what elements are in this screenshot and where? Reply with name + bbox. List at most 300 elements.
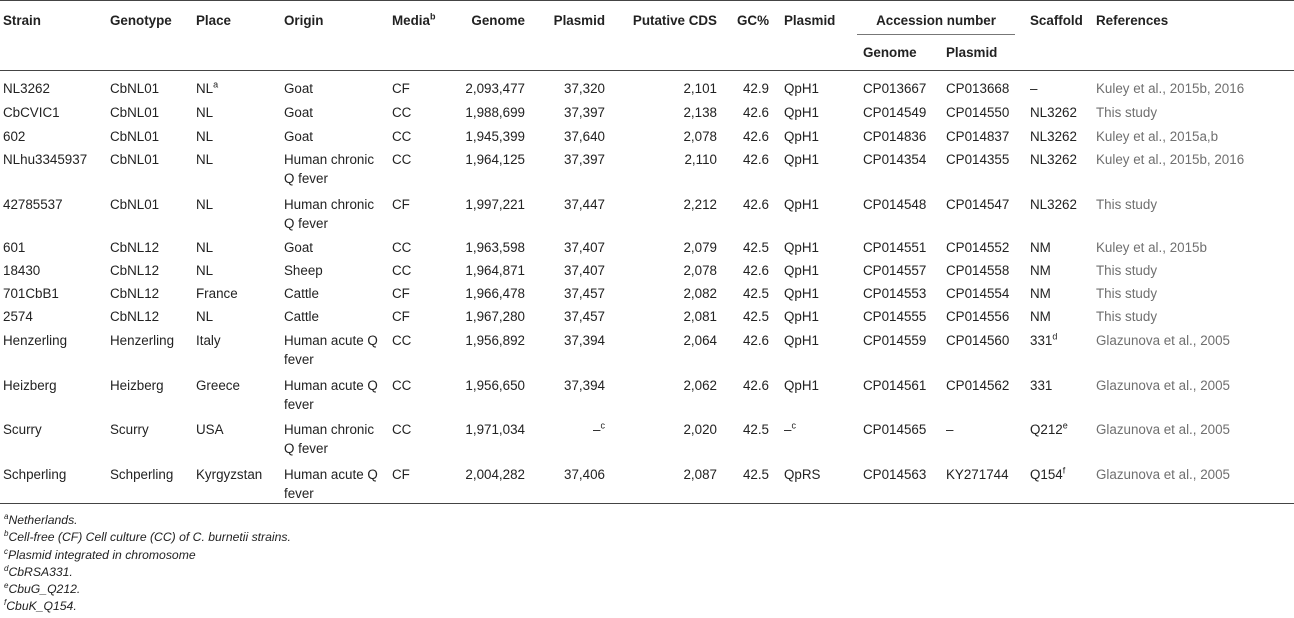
- cell-scaffold: [1027, 327, 1093, 369]
- cell-genotype-text: Heizberg: [110, 377, 164, 393]
- cell-origin: [281, 458, 389, 504]
- table-row: [0, 281, 1294, 304]
- cell-place: [193, 123, 281, 147]
- cell-origin: [281, 233, 389, 258]
- cell-accession-genome-text: CP014551: [863, 239, 927, 255]
- cell-genome-size: [453, 147, 537, 188]
- cell-strain: [0, 147, 107, 188]
- cell-strain: [0, 123, 107, 147]
- cell-plasmid-size: [537, 458, 617, 504]
- header-references: References: [1093, 1, 1294, 71]
- cell-origin-text: Human acute Q fever: [284, 377, 378, 412]
- header-accession-label: Accession number: [857, 11, 1015, 35]
- cell-gc-percent-text: 42.5: [742, 421, 769, 437]
- cell-accession-genome: [849, 123, 938, 147]
- cell-putative-cds-text: 2,138: [683, 104, 717, 120]
- footnote-letter: d: [4, 563, 9, 573]
- cell-scaffold-text: 331: [1030, 377, 1053, 393]
- cell-accession-genome-text: CP014553: [863, 285, 927, 301]
- header-genotype: Genotype: [107, 1, 193, 71]
- cell-gc-percent-text: 42.5: [742, 239, 769, 255]
- cell-place: [193, 281, 281, 304]
- cell-origin-text: Goat: [284, 81, 314, 96]
- footnote-text: CbRSA331.: [8, 564, 73, 579]
- cell-accession-genome: [849, 147, 938, 188]
- cell-place-text: NL: [196, 239, 214, 255]
- cell-media-text: CC: [392, 151, 412, 167]
- cell-media: [389, 233, 453, 258]
- header-accession-genome: Genome: [849, 37, 938, 71]
- cell-media-text: CF: [392, 81, 410, 96]
- cell-accession-genome-text: CP014549: [863, 104, 927, 120]
- cell-accession-plasmid: [938, 188, 1027, 233]
- cell-accession-genome: [849, 258, 938, 281]
- cell-references: [1093, 123, 1294, 147]
- cell-gc-percent: [729, 233, 781, 258]
- header-gc-percent: GC%: [729, 1, 781, 71]
- cell-genotype-text: CbNL01: [110, 81, 160, 96]
- cell-media: [389, 147, 453, 188]
- cell-plasmid-size: [537, 258, 617, 281]
- cell-place-text: Kyrgyzstan: [196, 466, 263, 482]
- table-row: [0, 71, 1294, 100]
- cell-origin-text: Cattle: [284, 308, 319, 324]
- cell-genome-size-text: 1,966,478: [465, 285, 525, 301]
- cell-plasmid-type-text: QpH1: [784, 332, 819, 348]
- cell-plasmid-type-text: QpH1: [784, 285, 819, 301]
- cell-place: [193, 414, 281, 458]
- cell-gc-percent-text: 42.6: [742, 262, 769, 278]
- cell-accession-plasmid-text: CP014552: [946, 239, 1010, 255]
- cell-putative-cds: [617, 304, 729, 327]
- cell-media-text: CF: [392, 196, 410, 212]
- cell-media: [389, 281, 453, 304]
- cell-gc-percent: [729, 369, 781, 414]
- cell-strain: [0, 458, 107, 504]
- cell-references-text: Glazunova et al., 2005: [1096, 466, 1230, 482]
- cell-accession-genome-text: CP014565: [863, 421, 927, 437]
- cell-genotype: [107, 369, 193, 414]
- cell-accession-plasmid-text: CP014562: [946, 377, 1010, 393]
- footnote-mark: a: [213, 79, 219, 90]
- cell-origin: [281, 123, 389, 147]
- cell-strain: [0, 233, 107, 258]
- cell-place-text: NL: [196, 81, 214, 96]
- cell-references-text: This study: [1096, 308, 1158, 324]
- cell-scaffold-text: NL3262: [1030, 128, 1077, 144]
- header-genome-size: Genome: [453, 1, 537, 71]
- cell-accession-plasmid: [938, 71, 1027, 100]
- cell-genotype-text: CbNL01: [110, 151, 160, 167]
- cell-origin-text: Human chronic Q fever: [284, 196, 375, 231]
- cell-scaffold: [1027, 100, 1093, 123]
- cell-accession-plasmid-text: CP013668: [946, 81, 1010, 96]
- table-row: [0, 458, 1294, 504]
- table-row: [0, 147, 1294, 188]
- footnote-letter: a: [4, 511, 9, 521]
- cell-accession-genome-text: CP014559: [863, 332, 927, 348]
- cell-accession-genome: [849, 304, 938, 327]
- cell-references: [1093, 188, 1294, 233]
- cell-genotype: [107, 258, 193, 281]
- cell-strain-text: Schperling: [3, 466, 67, 482]
- cell-gc-percent-text: 42.5: [742, 466, 769, 482]
- table-footnotes: [4, 512, 291, 616]
- cell-scaffold: [1027, 414, 1093, 458]
- cell-accession-genome-text: CP014557: [863, 262, 927, 278]
- cell-media: [389, 304, 453, 327]
- cell-scaffold: [1027, 369, 1093, 414]
- cell-genotype-text: Schperling: [110, 466, 174, 482]
- cell-plasmid-size-text: 37,397: [564, 104, 605, 120]
- cell-accession-genome: [849, 71, 938, 100]
- cell-place-text: Greece: [196, 377, 240, 393]
- cell-gc-percent: [729, 258, 781, 281]
- header-accession-number: [849, 1, 1027, 37]
- cell-origin: [281, 414, 389, 458]
- cell-strain-text: Scurry: [3, 421, 42, 437]
- cell-references: [1093, 281, 1294, 304]
- cell-media: [389, 188, 453, 233]
- cell-origin-text: Goat: [284, 104, 314, 120]
- footnote-text: CbuK_Q154.: [6, 599, 77, 614]
- cell-genotype-text: CbNL01: [110, 104, 160, 120]
- cell-gc-percent-text: 42.9: [742, 81, 769, 96]
- header-plasmid-type: Plasmid: [781, 1, 849, 71]
- footnote-text: CbuG_Q212.: [8, 582, 81, 597]
- footnote: [4, 564, 291, 581]
- cell-genome-size-text: 2,093,477: [465, 81, 525, 96]
- cell-gc-percent-text: 42.6: [742, 196, 769, 212]
- cell-accession-plasmid-text: KY271744: [946, 466, 1009, 482]
- header-strain: Strain: [0, 1, 107, 71]
- cell-gc-percent-text: 42.6: [742, 128, 769, 144]
- cell-genotype-text: Scurry: [110, 421, 149, 437]
- header-scaffold: Scaffold: [1027, 1, 1093, 71]
- cell-gc-percent: [729, 304, 781, 327]
- cell-origin-text: Human acute Q fever: [284, 466, 378, 501]
- cell-plasmid-type: [781, 147, 849, 188]
- cell-putative-cds-text: 2,064: [683, 332, 717, 348]
- header-media: [389, 1, 453, 71]
- footnote-mark: c: [791, 420, 796, 431]
- cell-place-text: NL: [196, 196, 214, 212]
- table-row: [0, 100, 1294, 123]
- cell-media-text: CF: [392, 308, 410, 324]
- cell-genome-size: [453, 327, 537, 369]
- cell-putative-cds: [617, 123, 729, 147]
- cell-scaffold-text: NM: [1030, 285, 1051, 301]
- cell-genotype-text: CbNL12: [110, 285, 160, 301]
- footnote: [4, 581, 291, 598]
- cell-references-text: Kuley et al., 2015a,b: [1096, 128, 1219, 144]
- cell-plasmid-size: [537, 123, 617, 147]
- cell-strain: [0, 414, 107, 458]
- cell-genotype: [107, 304, 193, 327]
- cell-strain-text: NL3262: [3, 81, 50, 96]
- cell-media-text: CC: [392, 377, 412, 393]
- cell-genome-size-text: 1,963,598: [465, 239, 525, 255]
- cell-origin: [281, 258, 389, 281]
- header-putative-cds: Putative CDS: [617, 1, 729, 71]
- footnote-mark: f: [1062, 465, 1066, 476]
- cell-plasmid-size: [537, 414, 617, 458]
- cell-genome-size: [453, 458, 537, 504]
- cell-accession-plasmid-text: CP014558: [946, 262, 1010, 278]
- cell-scaffold-text: –: [1030, 81, 1038, 96]
- cell-plasmid-size-text: 37,640: [564, 128, 605, 144]
- cell-scaffold: [1027, 188, 1093, 233]
- table-row: [0, 369, 1294, 414]
- cell-genome-size-text: 2,004,282: [465, 466, 525, 482]
- header-media-footnote-mark: b: [429, 11, 436, 22]
- cell-accession-genome-text: CP014354: [863, 151, 927, 167]
- cell-genome-size-text: 1,988,699: [465, 104, 525, 120]
- cell-putative-cds-text: 2,110: [684, 151, 717, 167]
- cell-place: [193, 369, 281, 414]
- cell-strain: [0, 258, 107, 281]
- table-row: [0, 258, 1294, 281]
- footnote-mark: e: [1062, 420, 1068, 431]
- cell-scaffold: [1027, 123, 1093, 147]
- cell-origin: [281, 100, 389, 123]
- cell-gc-percent: [729, 100, 781, 123]
- table-row: [0, 304, 1294, 327]
- cell-putative-cds: [617, 258, 729, 281]
- footnote-letter: c: [4, 546, 8, 556]
- table-row: [0, 327, 1294, 369]
- cell-media: [389, 369, 453, 414]
- cell-place: [193, 147, 281, 188]
- cell-origin: [281, 71, 389, 100]
- cell-plasmid-size: [537, 188, 617, 233]
- cell-accession-genome-text: CP014836: [863, 128, 927, 144]
- cell-genotype: [107, 414, 193, 458]
- cell-plasmid-type-text: QpH1: [784, 377, 819, 393]
- cell-references: [1093, 327, 1294, 369]
- cell-putative-cds-text: 2,078: [683, 262, 717, 278]
- cell-genome-size: [453, 281, 537, 304]
- cell-accession-plasmid-text: –: [946, 421, 954, 437]
- cell-gc-percent-text: 42.6: [742, 151, 769, 167]
- cell-accession-plasmid: [938, 369, 1027, 414]
- cell-references: [1093, 147, 1294, 188]
- cell-accession-plasmid-text: CP014547: [946, 196, 1010, 212]
- cell-genome-size: [453, 414, 537, 458]
- cell-strain-text: Heizberg: [3, 377, 57, 393]
- cell-media: [389, 327, 453, 369]
- cell-strain: [0, 281, 107, 304]
- cell-putative-cds-text: 2,062: [683, 377, 717, 393]
- footnote-letter: f: [4, 598, 7, 608]
- table-row: [0, 233, 1294, 258]
- cell-scaffold-text: 331: [1030, 332, 1053, 348]
- cell-strain-text: Henzerling: [3, 332, 68, 348]
- cell-place-text: NL: [196, 151, 214, 167]
- cell-place-text: NL: [196, 262, 214, 278]
- cell-origin: [281, 304, 389, 327]
- cell-strain-text: NLhu3345937: [3, 151, 88, 167]
- cell-genome-size-text: 1,945,399: [465, 128, 525, 144]
- cell-accession-plasmid: [938, 414, 1027, 458]
- cell-media: [389, 458, 453, 504]
- cell-references-text: This study: [1096, 262, 1158, 278]
- cell-genotype: [107, 458, 193, 504]
- cell-genotype-text: CbNL12: [110, 262, 160, 278]
- cell-gc-percent: [729, 71, 781, 100]
- cell-gc-percent: [729, 123, 781, 147]
- cell-genome-size: [453, 100, 537, 123]
- cell-scaffold-text: NM: [1030, 308, 1051, 324]
- cell-putative-cds-text: 2,082: [683, 285, 717, 301]
- cell-putative-cds-text: 2,020: [683, 421, 717, 437]
- cell-plasmid-size: [537, 369, 617, 414]
- cell-media-text: CF: [392, 466, 410, 482]
- footnote: [4, 512, 291, 529]
- cell-accession-genome: [849, 458, 938, 504]
- cell-references: [1093, 414, 1294, 458]
- cell-accession-plasmid: [938, 123, 1027, 147]
- cell-scaffold-text: NM: [1030, 262, 1051, 278]
- cell-genotype: [107, 327, 193, 369]
- cell-references: [1093, 369, 1294, 414]
- table-body: [0, 71, 1294, 504]
- cell-plasmid-type: [781, 458, 849, 504]
- cell-strain-text: 18430: [3, 262, 41, 278]
- cell-references: [1093, 458, 1294, 504]
- cell-place: [193, 233, 281, 258]
- cell-genome-size: [453, 369, 537, 414]
- cell-media: [389, 123, 453, 147]
- cell-scaffold-text: NM: [1030, 239, 1051, 255]
- cell-genotype: [107, 147, 193, 188]
- cell-plasmid-type: [781, 369, 849, 414]
- cell-genome-size: [453, 71, 537, 100]
- cell-putative-cds: [617, 100, 729, 123]
- cell-genome-size-text: 1,967,280: [465, 308, 525, 324]
- cell-putative-cds: [617, 147, 729, 188]
- cell-strain: [0, 188, 107, 233]
- header-media-label: Media: [392, 13, 430, 28]
- footnote-letter: b: [4, 529, 9, 539]
- cell-media: [389, 414, 453, 458]
- cell-origin: [281, 327, 389, 369]
- cell-plasmid-size-text: 37,406: [564, 466, 605, 482]
- header-accession-plasmid: Plasmid: [938, 37, 1027, 71]
- cell-origin-text: Sheep: [284, 262, 323, 278]
- table-row: [0, 123, 1294, 147]
- cell-accession-plasmid: [938, 304, 1027, 327]
- cell-plasmid-size: [537, 233, 617, 258]
- cell-plasmid-type-text: QpH1: [784, 81, 819, 96]
- footnote-text: Cell-free (CF) Cell culture (CC) of C. burnetii strains.: [8, 530, 291, 545]
- cell-genotype: [107, 100, 193, 123]
- cell-genome-size: [453, 258, 537, 281]
- cell-genotype-text: CbNL12: [110, 239, 160, 255]
- cell-gc-percent: [729, 147, 781, 188]
- cell-references-text: Kuley et al., 2015b, 2016: [1096, 81, 1245, 96]
- cell-media: [389, 71, 453, 100]
- footnote: [4, 598, 291, 615]
- cell-genome-size-text: 1,964,871: [465, 262, 525, 278]
- cell-genotype-text: CbNL01: [110, 196, 160, 212]
- cell-accession-plasmid-text: CP014556: [946, 308, 1010, 324]
- cell-scaffold-text: Q154: [1030, 466, 1063, 482]
- cell-genotype: [107, 233, 193, 258]
- cell-origin: [281, 147, 389, 188]
- cell-putative-cds: [617, 233, 729, 258]
- cell-place-text: Italy: [196, 332, 221, 348]
- cell-scaffold: [1027, 71, 1093, 100]
- cell-plasmid-type: [781, 304, 849, 327]
- cell-plasmid-type: [781, 258, 849, 281]
- cell-plasmid-size-text: 37,447: [564, 196, 605, 212]
- table-row: [0, 188, 1294, 233]
- cell-plasmid-size-text: 37,457: [564, 285, 605, 301]
- cell-gc-percent: [729, 327, 781, 369]
- cell-accession-genome-text: CP014563: [863, 466, 927, 482]
- cell-origin-text: Goat: [284, 128, 314, 144]
- cell-place: [193, 304, 281, 327]
- cell-place: [193, 188, 281, 233]
- cell-putative-cds-text: 2,101: [683, 81, 717, 96]
- cell-origin: [281, 281, 389, 304]
- cell-references-text: Glazunova et al., 2005: [1096, 421, 1230, 437]
- cell-media-text: CC: [392, 332, 412, 348]
- cell-plasmid-type: [781, 414, 849, 458]
- cell-accession-genome: [849, 188, 938, 233]
- cell-accession-genome: [849, 327, 938, 369]
- cell-references-text: Glazunova et al., 2005: [1096, 377, 1230, 393]
- cell-plasmid-size: [537, 147, 617, 188]
- cell-plasmid-type: [781, 123, 849, 147]
- cell-strain-text: 601: [3, 239, 26, 255]
- cell-accession-genome: [849, 100, 938, 123]
- cell-origin-text: Human chronic Q fever: [284, 421, 375, 456]
- cell-strain: [0, 369, 107, 414]
- cell-place: [193, 100, 281, 123]
- cell-putative-cds-text: 2,212: [683, 196, 717, 212]
- cell-accession-plasmid: [938, 233, 1027, 258]
- cell-place-text: France: [196, 285, 238, 301]
- cell-accession-genome: [849, 281, 938, 304]
- cell-strain-text: CbCVIC1: [3, 104, 60, 120]
- cell-origin-text: Human acute Q fever: [284, 332, 378, 367]
- cell-media-text: CC: [392, 128, 412, 144]
- cell-genome-size: [453, 233, 537, 258]
- cell-plasmid-size-text: 37,320: [564, 81, 605, 96]
- cell-plasmid-type-text: QpRS: [784, 466, 821, 482]
- cell-accession-plasmid-text: CP014560: [946, 332, 1010, 348]
- cell-plasmid-type: [781, 281, 849, 304]
- cell-gc-percent: [729, 281, 781, 304]
- cell-scaffold: [1027, 147, 1093, 188]
- cell-scaffold: [1027, 233, 1093, 258]
- cell-plasmid-size: [537, 100, 617, 123]
- footnote: [4, 547, 291, 564]
- cell-plasmid-size-text: 37,394: [564, 332, 605, 348]
- cell-accession-plasmid: [938, 458, 1027, 504]
- footnote-text: Plasmid integrated in chromosome: [8, 547, 196, 562]
- cell-putative-cds-text: 2,081: [683, 308, 717, 324]
- cell-accession-plasmid-text: CP014554: [946, 285, 1010, 301]
- cell-putative-cds-text: 2,079: [683, 239, 717, 255]
- footnote-text: Netherlands.: [8, 513, 78, 527]
- cell-references-text: Glazunova et al., 2005: [1096, 332, 1230, 348]
- cell-putative-cds: [617, 327, 729, 369]
- cell-place: [193, 327, 281, 369]
- cell-references: [1093, 258, 1294, 281]
